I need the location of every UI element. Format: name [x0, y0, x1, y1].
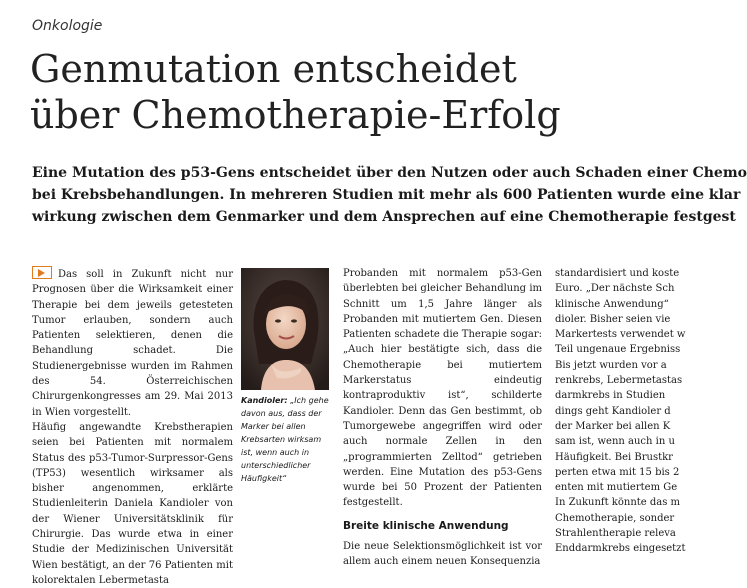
- paragraph: Die neue Selektionsmöglichkeit ist vor allem auch einem neuen Konsequenzia: [343, 541, 542, 568]
- subheading: Breite klinische Anwendung: [343, 519, 509, 532]
- paragraph: [32, 266, 233, 420]
- caption-name: Kandioler:: [241, 396, 288, 405]
- column-line: darmkrebs in Studien: [555, 390, 666, 402]
- column-line: perten etwa mit 15 bis 2: [555, 466, 680, 478]
- paragraph: Häufig angewandte Krebstherapien seien bei Patienten mit normalem Status des p53-Tumor-Surpressor-Gens (TP53) wesentlich wirksamer als bisher angenommen, erklärte Studienleiterin Daniela Kandioler von der Wiener Universitätsklinik für Chirurgie. Das wurde etwa in einer Studie der Medizinischen Universität Wien bestätigt, an der 76 Patienten mit kolorektalen Lebermetasta: [32, 421, 233, 586]
- portrait-photo: [241, 268, 329, 390]
- title-line: Genmutation entscheidet: [30, 47, 517, 91]
- lead-line: Eine Mutation des p53-Gens entscheidet über den Nutzen oder auch Schaden einer Chemo: [32, 165, 747, 181]
- caption-quote: „Ich gehe davon aus, dass der Marker bei allen Krebsarten wirksam ist, wenn auch in unterschiedlicher Häufigkeit“: [241, 396, 329, 483]
- column-line: Strahlentherapie releva: [555, 528, 676, 540]
- column-line: renkrebs, Lebermetastas: [555, 375, 683, 387]
- article-title: [30, 46, 561, 138]
- column-line: Bis jetzt wurden vor a: [555, 359, 667, 371]
- column-line: der Marker bei allen K: [555, 420, 671, 432]
- column-line: standardisiert und koste: [555, 268, 680, 279]
- first-line: Das soll in Zukunft nicht nur: [58, 269, 233, 280]
- portrait-illustration: [241, 268, 329, 390]
- text-column-1: [32, 266, 233, 586]
- column-line: Euro. „Der nächste Sch: [555, 283, 675, 295]
- column-line: Häufigkeit. Bei Brustkr: [555, 451, 673, 463]
- column-line: Teil ungenaue Ergebniss: [555, 344, 681, 356]
- column-line: klinische Anwendung“: [555, 298, 669, 310]
- lead-line: bei Krebsbehandlungen. In mehreren Studien mit mehr als 600 Patienten wurde eine klar: [32, 187, 741, 203]
- section-label: Onkologie: [32, 18, 103, 34]
- column-line: sam ist, wenn auch in u: [555, 436, 675, 448]
- column-line: Markertests verwendet w: [555, 329, 686, 341]
- play-arrow-icon: [32, 266, 52, 279]
- column-line: enten mit mutiertem Ge: [555, 482, 678, 494]
- column-line: Chemotherapie, sonder: [555, 512, 675, 524]
- column-line: dioler. Bisher seien vie: [555, 313, 671, 325]
- column-line: dings geht Kandioler d: [555, 405, 671, 417]
- photo-caption: [241, 394, 333, 485]
- text-column-4: [555, 266, 685, 566]
- article-lead: [32, 162, 747, 228]
- text-column-3: [343, 266, 542, 566]
- paragraph: Probanden mit normalem p53-Gen überlebten bei gleicher Behandlung im Schnitt um 1,5 Jahre länger als Probanden mit mutiertem Gen. Diesen Patienten schadete die Therapie sogar: „Auch hier bestätigte sich, dass die Chemotherapie bei mutiertem Markerstatus eindeutig kontraproduktiv ist“, schilderte Kandioler. Denn das Gen bestimmt, ob Tumorgewebe angegriffen wird oder auch normale Zellen in den „programmierten Zelltod“ getrieben werden. Eine Mutation des p53-Gens wurde bei 50 Prozent der Patienten festgestellt.: [343, 268, 542, 509]
- paragraph-text: Prognosen über die Wirksamkeit einer Therapie bei dem jeweils getesteten Tumor erlauben, sondern auch Patienten selektieren, denen die Behandlung schadet. Die Studienergebnisse wurden im Rahmen des 54. Österreichischen Chirurgenkongresses am 29. Mai 2013 in Wien vorgestellt.: [32, 284, 233, 418]
- lead-line: wirkung zwischen dem Genmarker und dem Ansprechen auf eine Chemotherapie festgest: [32, 209, 736, 225]
- title-line: über Chemotherapie-Erfolg: [30, 93, 561, 137]
- column-line: Enddarmkrebs eingesetzt: [555, 543, 686, 555]
- column-line: In Zukunft könnte das m: [555, 497, 681, 509]
